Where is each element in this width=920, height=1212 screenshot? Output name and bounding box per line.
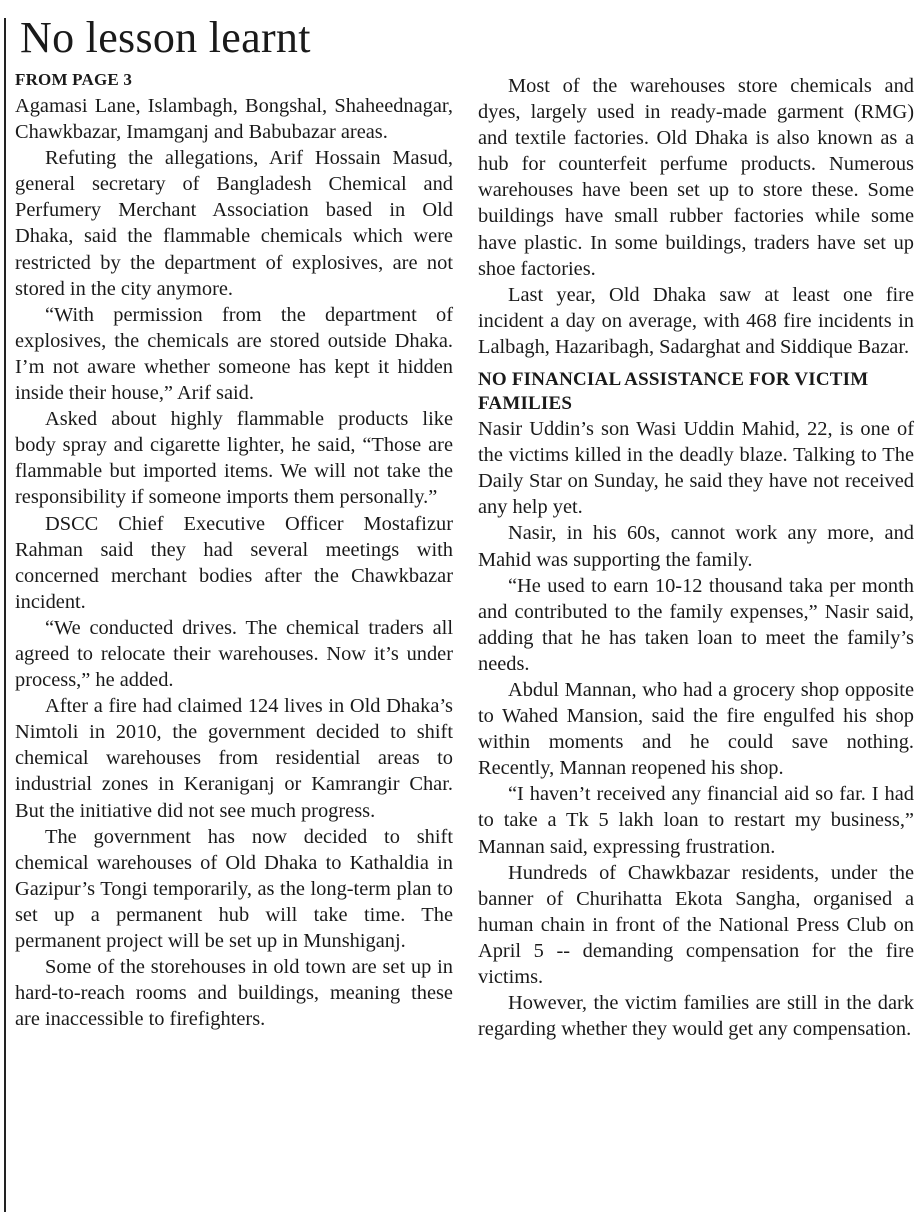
paragraph: However, the victim families are still in the dark regarding whether they would get any compensation. (478, 992, 914, 1041)
left-column (15, 93, 453, 1032)
paragraph: Refuting the allegations, Arif Hossain Masud, general secretary of Bangladesh Chemical and Perfumery Merchant Association based in Old Dhaka, said the flammable chemicals which were restricted by the department of explosives, are not stored in the city anymore. (15, 147, 453, 300)
paragraph: Agamasi Lane, Islambagh, Bongshal, Shaheednagar, Chawkbazar, Imamganj and Babubazar areas. (15, 95, 453, 144)
paragraph: “I haven’t received any financial aid so far. I had to take a Tk 5 lakh loan to restart my business,” Mannan said, expressing frustration. (478, 783, 914, 858)
column-rule (4, 18, 6, 1212)
paragraph: DSCC Chief Executive Officer Mostafizur Rahman said they had several meetings with concerned merchant bodies after the Chawkbazar incident. (15, 512, 453, 613)
paragraph: Some of the storehouses in old town are set up in hard-to-reach rooms and buildings, meaning these are inaccessible to firefighters. (15, 956, 453, 1031)
paragraph: “He used to earn 10-12 thousand taka per month and contributed to the family expenses,” Nasir said, adding that he has taken loan to meet the family’s needs. (478, 574, 914, 675)
paragraph: Hundreds of Chawkbazar residents, under the banner of Churihatta Ekota Sangha, organised a human chain in front of the National Press Club on April 5 -- demanding compensation for the fire victims. (478, 861, 914, 988)
jump-label: FROM PAGE 3 (15, 70, 133, 89)
paragraph: “With permission from the department of explosives, the chemicals are stored outside Dhaka. I’m not aware whether someone has kept it hidden inside their house,” Arif said. (15, 303, 453, 405)
paragraph: After a fire had claimed 124 lives in Old Dhaka’s Nimtoli in 2010, the government decided to shift chemical warehouses from residential areas to industrial zones in Keraniganj or Kamrangir Char. But the initiative did not see much progress. (15, 695, 453, 822)
paragraph: Nasir, in his 60s, cannot work any more, and Mahid was supporting the family. (478, 522, 914, 571)
paragraph: Abdul Mannan, who had a grocery shop opposite to Wahed Mansion, said the fire engulfed his shop within moments and he could save nothing. Recently, Mannan reopened his shop. (478, 678, 914, 780)
right-column (478, 73, 914, 1042)
paragraph: Asked about highly flammable products like body spray and cigarette lighter, he said, “Those are flammable but imported items. We will not take the responsibility if someone imports them personally.” (15, 408, 453, 509)
paragraph: The government has now decided to shift chemical warehouses of Old Dhaka to Kathaldia in Gazipur’s Tongi temporarily, as the long-term plan to set up a permanent hub will take time. The permanent project will be set up in Munshiganj. (15, 825, 453, 952)
paragraph: Most of the warehouses store chemicals and dyes, largely used in ready-made garment (RMG) and textile factories. Old Dhaka is also known as a hub for counterfeit perfume products. Numerous warehouses have been set up to store these. Some buildings have small rubber factories while some have plastic. In some buildings, traders have set up shoe factories. (478, 75, 914, 280)
subheading: NO FINANCIAL ASSISTANCE FOR VICTIM FAMILIES (478, 369, 869, 415)
paragraph: Nasir Uddin’s son Wasi Uddin Mahid, 22, is one of the victims killed in the deadly blaze. Talking to The Daily Star on Sunday, he said they have not received any help yet. (478, 418, 914, 519)
paragraph: “We conducted drives. The chemical traders all agreed to relocate their warehouses. Now it’s under process,” he added. (15, 616, 453, 692)
paragraph: Last year, Old Dhaka saw at least one fire incident a day on average, with 468 fire incidents in Lalbagh, Hazaribagh, Sadarghat and Siddique Bazar. (478, 283, 914, 358)
headline: No lesson learnt (20, 13, 311, 62)
